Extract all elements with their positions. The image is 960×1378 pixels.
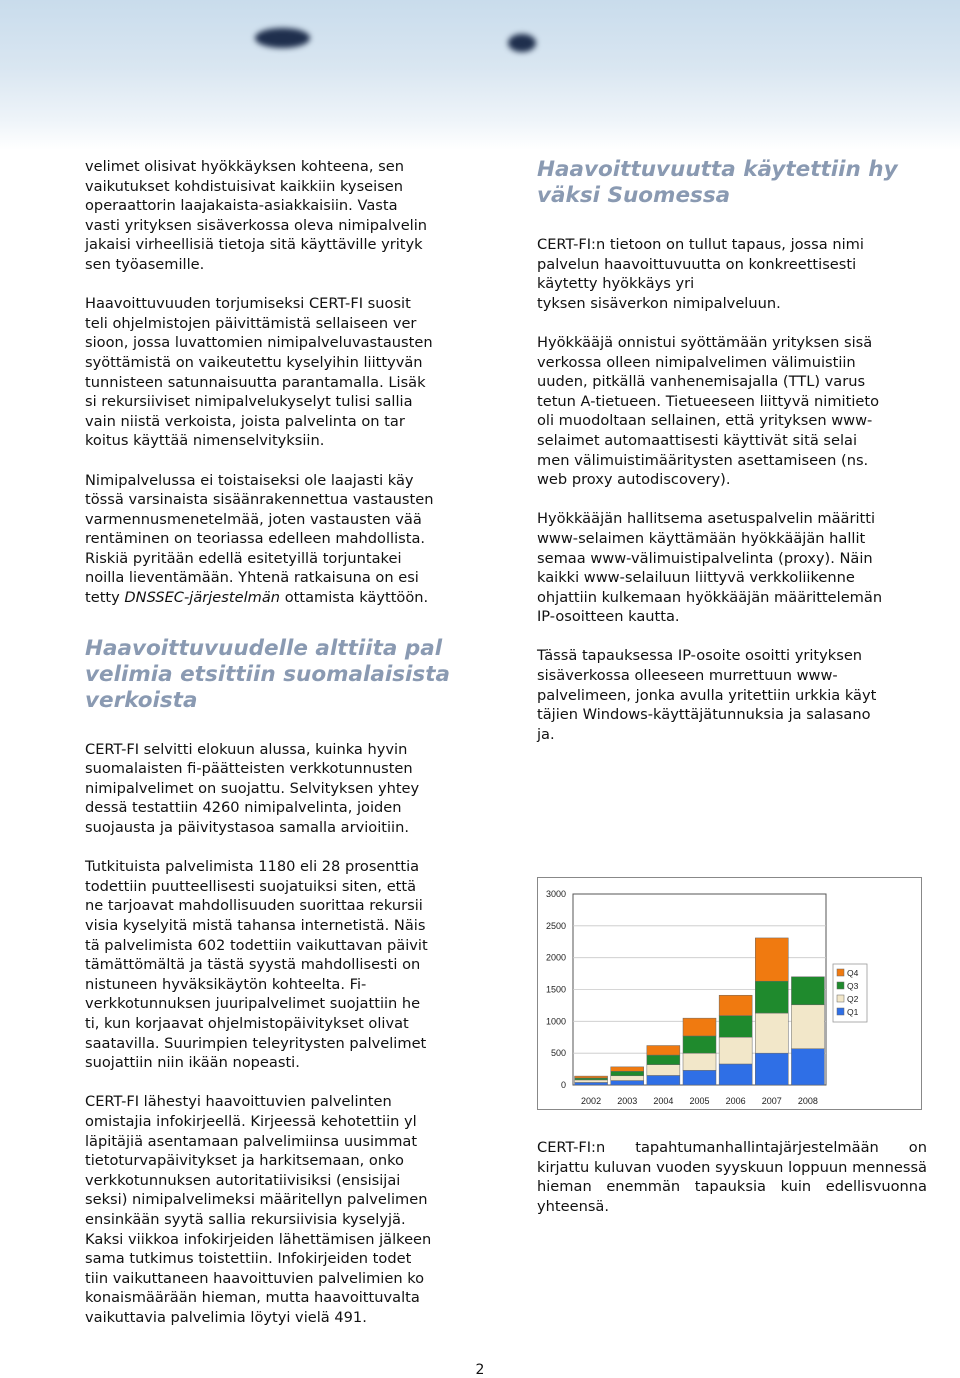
paragraph: CERT-FI:n tietoon on tullut tapaus, jossa nimi palvelun haavoittuvuutta on konkreettisesti käytetty hyökkäys yri tyksen sisäverkon nimipalveluun. [537, 236, 864, 312]
paragraph: CERT-FI lähestyi haavoittuvien palvelinten omistajia infokirjeellä. Kirjeessä kehotettiin yl läpitäjiä asentamaan palvelimiinsa uusimmat tietoturvapäivitykset ja harkitsemaan, onko verkkotunnuksen autoritatiivisiksi (ensisijai seksi) nimipalvelimeksi määritellyn palvelimen ensinkään syytä sallia rekursiivisia kyselyjä. Kaksi viikkoa infokirjeiden lähettämisen jälkeen sama tutkimus toistettiin. Infokirjeiden todet tiin vaikuttaneen haavoittuvien palvelimien ko konaismäärään hieman, mutta haavoittuvalta vaikuttavia palvelimia löytyi vielä 491. [85, 1093, 432, 1326]
stacked-bar-chart [537, 877, 922, 1110]
paragraph: Haavoittuvuuden torjumiseksi CERT-FI suosit teli ohjelmistojen päivittämistä sellaiseen ver sioon, jossa luvattomien nimipalveluvastausten syöttämistä on vaikeutettu kyselyihin liittyvän tunnisteen satunnaisuutta parantamalla. Lisäk si rekursiiviset nimipalvelukyselyt tulisi sallia vain niistä verkoista, joista palvelinta on tar koitus käyttää nimenselvityksiin. [85, 295, 433, 450]
bar-q1 [719, 1064, 752, 1085]
bar-q4 [575, 1076, 608, 1078]
bar-q2 [683, 1053, 716, 1070]
y-tick-label: 1500 [545, 984, 566, 995]
legend-swatch [837, 969, 844, 976]
bar-q4 [647, 1046, 680, 1056]
header-banner [0, 0, 960, 150]
legend-swatch [837, 995, 844, 1002]
bar-q1 [755, 1053, 788, 1085]
legend-label: Q3 [847, 981, 859, 991]
paragraph: CERT-FI selvitti elokuun alussa, kuinka hyvin suomalaisten fi-päätteisten verkkotunnusten nimipalvelimet on suojattu. Selvityksen yhtey dessä testattiin 4260 nimipalvelinta, joiden suojausta ja päivitystasoa samalla arvioitiin. [85, 740, 420, 837]
incident-chart [537, 877, 922, 1110]
x-tick-label: 2005 [689, 1096, 710, 1106]
legend-label: Q1 [847, 1007, 859, 1017]
bar-q3 [647, 1055, 680, 1065]
bar-q1 [683, 1070, 716, 1085]
paragraph: Tutkituista palvelimista 1180 eli 28 prosenttia todettiin puutteellisesti suojatuiksi siten, että ne tarjoavat mahdollisuuden suorittaa rekursii visia kyselyitä mistä tahansa internetistä. Näis tä palvelimista 602 todettiin vaikuttavan päivit tämättömältä ja tästä syystä mahdollisesti on nistuneen hyväksikäytön kohteelta. Fi- verkkotunnuksen juuripalvelimet suojattiin he ti, kun korjaavat ohjelmistopäivitykset olivat saatavilla. Suurimpien teleyritysten palvelimet suojattiin niin ikään nopeasti. [85, 858, 428, 1072]
chart-caption: CERT-FI:n tapahtumanhallintajärjestelmään on kirjattu kuluvan vuoden syyskuun loppuun mennessä hieman enemmän tapauksia kuin edellisvuonna yhteensä. [537, 1139, 927, 1215]
y-tick-label: 2000 [545, 952, 566, 963]
legend-swatch [837, 1008, 844, 1015]
bar-q3 [755, 981, 788, 1013]
section-heading: Haavoittuvuudelle alttiita pal velimia etsittiin suomalaisista verkoista [85, 635, 450, 713]
bar-q2 [575, 1080, 608, 1083]
bar-q4 [611, 1067, 644, 1071]
bar-q2 [719, 1037, 752, 1064]
paragraph: velimet olisivat hyökkäyksen kohteena, sen vaikutukset kohdistuisivat kaikkiin kyseisen operaattorin laajakaista-asiakkaisiin. Vasta vasti yrityksen sisäverkossa oleva nimipalvelin jakaisi virheellisiä tietoja sitä käyttäville yrityk sen työasemille. [85, 158, 428, 273]
y-tick-label: 0 [560, 1080, 566, 1090]
x-tick-label: 2008 [797, 1096, 818, 1106]
paragraph: Tässä tapauksessa IP-osoite osoitti yrityksen sisäverkossa olleeseen murrettuun www- palvelimeen, jonka avulla yritettiin urkkia käyt täjien Windows-käyttäjätunnuksia ja salasano ja. [537, 647, 877, 743]
x-tick-label: 2002 [581, 1096, 602, 1106]
bar-q3 [575, 1078, 608, 1080]
bar-q2 [791, 1005, 824, 1049]
section-heading: Haavoittuvuutta käytettiin hy väksi Suomessa [537, 157, 898, 208]
y-tick-label: 1000 [545, 1016, 566, 1027]
bar-q4 [683, 1018, 716, 1036]
paragraph: Hyökkääjä onnistui syöttämään yrityksen sisä verkossa olleen nimipalvelimen välimuistiin uuden, pitkällä vanhenemisajalla (TTL) varus tetun A-tietueen. Tietueeseen liittyvä nimitieto oli muodoltaan sellainen, että yrityksen www- selaimet automaattisesti käyttivät sitä selai men välimuistimääritysten asettamiseen (ns. web proxy autodiscovery). [537, 333, 880, 489]
chart-caption-block [537, 1138, 927, 1236]
bar-q1 [575, 1082, 608, 1085]
bar-q3 [791, 977, 824, 1005]
y-tick-label: 500 [550, 1048, 566, 1059]
bar-q3 [719, 1016, 752, 1038]
bar-q1 [647, 1075, 680, 1085]
legend-swatch [837, 982, 844, 989]
bar-q3 [683, 1036, 716, 1053]
x-tick-label: 2003 [617, 1096, 638, 1106]
bar-q3 [611, 1071, 644, 1075]
x-tick-label: 2007 [761, 1096, 782, 1106]
bar-q2 [647, 1065, 680, 1076]
y-tick-label: 2500 [545, 920, 566, 931]
bar-q2 [755, 1013, 788, 1053]
bar-q4 [719, 995, 752, 1015]
paragraph: Nimipalvelussa ei toistaiseksi ole laajasti käy tössä varsinaista sisäänrakennettua vastausten varmennusmenetelmää, joten vastausten vää rentäminen on teoriassa edelleen mahdollista. Riskiä pyritään edellä esitetyillä torjuntakei noilla lieventämään. Yhtenä ratkaisuna on esi tetty DNSSEC-järjestelmän ottamista käyttöön. [85, 471, 434, 607]
bar-q1 [611, 1081, 644, 1085]
bar-q1 [791, 1049, 824, 1085]
banner-graphic-small [508, 34, 536, 52]
x-tick-label: 2004 [653, 1096, 674, 1106]
bar-q4 [755, 938, 788, 981]
right-column [537, 157, 927, 764]
legend-label: Q4 [847, 968, 859, 978]
left-column [85, 157, 475, 1347]
page-number: 2 [475, 1362, 485, 1378]
banner-graphic [255, 28, 310, 48]
bar-q2 [611, 1076, 644, 1081]
y-tick-label: 3000 [545, 889, 566, 899]
x-tick-label: 2006 [725, 1096, 746, 1106]
paragraph: Hyökkääjän hallitsema asetuspalvelin määritti www-selaimen käyttämään hyökkääjän hallit semaa www-välimuistipalvelinta (proxy). Näin kaikki www-selailuun liittyvä verkkoliikenne ohjattiin kulkemaan hyökkääjän määrittelemän IP-osoitteen kautta. [537, 510, 883, 626]
legend-label: Q2 [847, 994, 859, 1004]
